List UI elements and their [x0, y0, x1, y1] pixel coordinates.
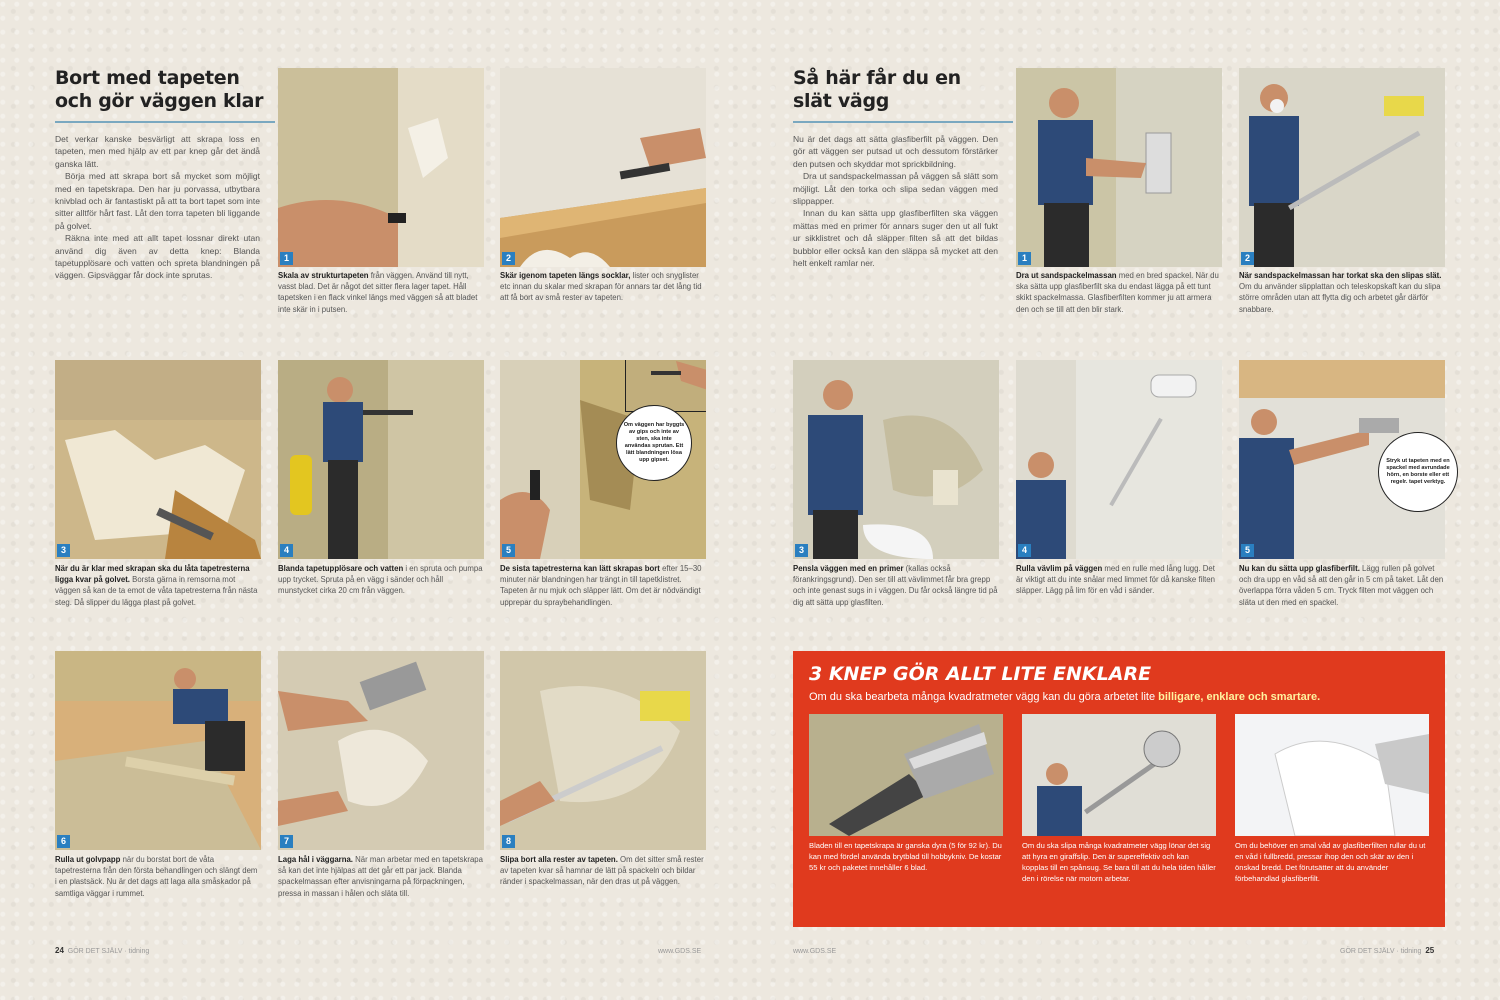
step-3-caption-text: Borsta gärna in remsorna mot väggen så kan de ta emot de våta tapetresterna från nästa steg. Då slipper du lägga plast på golvet. [55, 575, 258, 607]
step-2-caption-text: lister och snyglister etc innan du skalar med skrapan för annars tar det lång tid att få bort av små rester av tapeten. [500, 271, 702, 303]
step-5-inset-photo [625, 360, 706, 412]
right-footer-text: GÖR DET SJÄLV · tidning [1340, 948, 1422, 955]
tips-box-subtitle [809, 691, 1320, 703]
tip-2-photo [1022, 714, 1216, 836]
left-page-number: 24 [55, 946, 64, 955]
right-step-4-photo [1016, 360, 1222, 559]
step-6-number: 6 [57, 835, 70, 848]
right-footer-url: www.GDS.SE [793, 948, 837, 955]
step-1-number: 1 [280, 252, 293, 265]
step-6-photo [55, 651, 261, 850]
left-intro-p1: Det verkar kanske besvärligt att skrapa loss en tapeten, men med hjälp av ett par knep går det ändå ganska lätt. [55, 134, 260, 169]
right-intro [793, 133, 998, 269]
step-8-number: 8 [502, 835, 515, 848]
step-3-number: 3 [57, 544, 70, 557]
step-2-photo [500, 68, 706, 267]
right-step-3-number: 3 [795, 544, 808, 557]
left-intro-p2: Börja med att skrapa bort så mycket som möjligt med en tapetskrapa. Den har ju porvassa, utbytbara knivblad och är fantastiskt på att ta bort tapet som inte sitter alltför hårt fast. Låt den torra tapeten bli liggande på golvet. [55, 171, 260, 231]
step-7-photo [278, 651, 484, 850]
step-2-caption [500, 270, 706, 304]
tip-2-text: Om du ska slipa många kvadratmeter vägg lönar det sig att hyra en giraffslip. Den är supereffektiv och kan kopplas till en spånsug. Se bara till att du hela tiden håller den i rörelse när motorn arbetar. [1022, 841, 1216, 883]
right-intro-p1: Nu är det dags att sätta glasfiberfilt på väggen. Den gör att väggen ser putsad ut och dessutom förstärker den putsen och skyddar mot sprickbildning. [793, 134, 998, 169]
right-step-3-caption-bold: Pensla väggen med en primer [793, 564, 904, 573]
right-step-1-number: 1 [1018, 252, 1031, 265]
tips-box-title: 3 KNEP GÖR ALLT LITE ENKLARE [809, 663, 1152, 685]
right-info-bubble: Stryk ut tapeten med en spackel med avrundade hörn, en borste eller ett regelr. tapet verktyg. [1378, 432, 1458, 512]
step-3-caption [55, 563, 261, 608]
step-2-number: 2 [502, 252, 515, 265]
step-1-caption [278, 270, 484, 315]
step-5-caption-bold: De sista tapetresterna kan lätt skrapas bort [500, 564, 660, 573]
right-intro-p2: Dra ut sandspackelmassan på väggen så slätt som möjligt. Låt den torka och slipa sedan väggen med slippapper. [793, 171, 998, 207]
left-heading: Bort med tapeten och gör väggen klar [55, 67, 264, 112]
step-6-caption-text: när du borstat bort de våta tapetresterna från den första behandlingen och slängt dem i en plastsäck. Nu är det dags att laga alla småskador på samtliga väggar i rummet. [55, 855, 258, 898]
right-step-3-photo [793, 360, 999, 559]
right-step-3-caption [793, 563, 999, 608]
step-7-caption-bold: Laga hål i väggarna. [278, 855, 353, 864]
right-heading-rule [793, 121, 1013, 123]
right-step-1-photo [1016, 68, 1222, 267]
tips-box-subtitle-bold: billigare, enklare och smartare. [1158, 691, 1321, 703]
step-6-caption-bold: Rulla ut golvpapp [55, 855, 121, 864]
tip-1-photo [809, 714, 1003, 836]
step-8-caption [500, 854, 706, 888]
step-3-photo [55, 360, 261, 559]
step-8-caption-text: Om det sitter små rester av tapeten kvar så hamnar de lätt på spackeln och bildar ränder i spackelmassan, när den dras ut på väggen. [500, 855, 704, 887]
step-5-number: 5 [502, 544, 515, 557]
step-1-photo [278, 68, 484, 267]
right-step-4-caption-bold: Rulla vävlim på väggen [1016, 564, 1103, 573]
step-2-caption-bold: Skär igenom tapeten längs socklar, [500, 271, 631, 280]
step-4-caption-text: i en spruta och pumpa upp trycket. Spruta på en vägg i sänder och håll munstycket cirka 20 cm från väggen. [278, 564, 483, 596]
left-footer-text: GÖR DET SJÄLV · tidning [67, 948, 150, 955]
step-6-caption [55, 854, 261, 899]
right-step-1-caption-text: med en bred spackel. När du ska sätta upp glasfiberfilt ska du endast lägga på ett tunt skikt spackelmassa. Glasfiberfilten kommer ju att armera den och se till att den blir stark. [1016, 271, 1219, 314]
step-7-number: 7 [280, 835, 293, 848]
tip-3-photo [1235, 714, 1429, 836]
step-1-caption-text: från väggen. Använd till nytt, vasst blad. Det är något det sitter flera lager tapet. Håll tapetsken i en flack vinkel längs med väggen så att bladet inte skär in i putsen. [278, 271, 478, 314]
right-step-2-caption-bold: När sandspackelmassan har torkat ska den slipas slät. [1239, 271, 1442, 280]
right-step-5-caption-text: Lägg rullen på golvet och dra upp en våd så att den går in 5 cm på taket. Låt den överlappa förra våden 5 cm. Tryck filten mot väggen och släta ut den med en spackel. [1239, 564, 1444, 607]
step-4-caption [278, 563, 484, 597]
step-4-photo [278, 360, 484, 559]
left-footer [55, 946, 149, 955]
left-intro-p3: Räkna inte med att allt tapet lossnar direkt utan använd dig även av detta knep: Blanda tapetupplösare och vatten och spreta blandningen på väggen. Gipsväggar får dock inte sprutas. [55, 233, 260, 281]
tip-3-text: Om du behöver en smal våd av glasfiberfilten rullar du ut en våd i fullbredd, pressar ihop den och skär av den i önskad bredd. Det förutsätter att du använder förbehandlad glasfiberfilt. [1235, 841, 1426, 883]
step-7-caption-text: När man arbetar med en tapetskrapa så kan det inte hjälpas att det går ett par jack. Blanda spackelmassan efter anvisningarna på förpackningen, pressa in massan i hålen och släta till. [278, 855, 483, 898]
right-page-number: 25 [1425, 946, 1435, 955]
right-step-4-caption [1016, 563, 1222, 597]
step-4-caption-bold: Blanda tapetupplösare och vatten [278, 564, 404, 573]
right-step-3-caption-text: (kallas också förankringsgrund). Den ser till att vävlimmet får bra grepp och inte genast sugs in i väggen. Du får också längre tid på dig att sätta upp glasfilten. [793, 564, 998, 607]
step-1-caption-bold: Skala av strukturtapeten [278, 271, 369, 280]
right-step-2-caption [1239, 270, 1445, 315]
right-step-5-caption [1239, 563, 1445, 608]
step-8-photo [500, 651, 706, 850]
tip-1-text: Bladen till en tapetskrapa är ganska dyra (5 för 92 kr). Du kan med fördel använda brytblad till hobbykniv. De kostar 55 kr och paketet innehåller 6 blad. [809, 841, 1002, 872]
tips-box [793, 651, 1445, 927]
right-step-4-caption-text: med en rulle med lång lugg. Det är viktigt att du inte snålar med limmet för då kanske filten släpper. Lägg på lim för en våd i sänder. [1016, 564, 1215, 596]
right-step-5-number: 5 [1241, 544, 1254, 557]
left-info-bubble: Om väggen har byggts av gips och inte av sten, ska inte användas sprutan. Ett lätt blandningen lösa upp gipset. [616, 405, 692, 481]
step-7-caption [278, 854, 484, 899]
step-3-caption-bold: När du är klar med skrapan ska du låta tapetresterna ligga kvar på golvet. [55, 564, 250, 585]
right-step-1-caption [1016, 270, 1222, 315]
step-4-number: 4 [280, 544, 293, 557]
right-heading: Så här får du en slät vägg [793, 67, 961, 112]
step-5-caption [500, 563, 706, 608]
step-8-caption-bold: Slipa bort alla rester av tapeten. [500, 855, 618, 864]
right-step-2-caption-text: Om du använder slipplattan och teleskopskaft kan du slipa större områden utan att flytta dig och arbetet går därför snabbare. [1239, 282, 1441, 314]
right-step-5-caption-bold: Nu kan du sätta upp glasfiberfilt. [1239, 564, 1360, 573]
right-step-2-photo [1239, 68, 1445, 267]
right-step-2-number: 2 [1241, 252, 1254, 265]
right-footer [1340, 946, 1434, 955]
tips-box-subtitle-text: Om du ska bearbeta många kvadratmeter vägg kan du göra arbetet lite [809, 691, 1159, 703]
right-intro-p3: Innan du kan sätta upp glasfiberfilten ska väggen mättas med en primer för annars suger den ut all fukt ur sikklistret och då släpper filten så att det bildas bubblor eller också kan den släppa så mycket att den helt enkelt ramlar ner. [793, 208, 998, 269]
right-step-4-number: 4 [1018, 544, 1031, 557]
right-step-1-caption-bold: Dra ut sandspackelmassan [1016, 271, 1117, 280]
step-5-caption-text: efter 15–30 minuter när blandningen har trängt in till tapetklistret. Tapeten är nu mjuk och släpper lätt. Om det är nödvändigt upprepar du spraybehandlingen. [500, 564, 702, 607]
left-heading-rule [55, 121, 275, 123]
left-intro [55, 133, 260, 282]
left-footer-url: www.GDS.SE [658, 948, 702, 955]
